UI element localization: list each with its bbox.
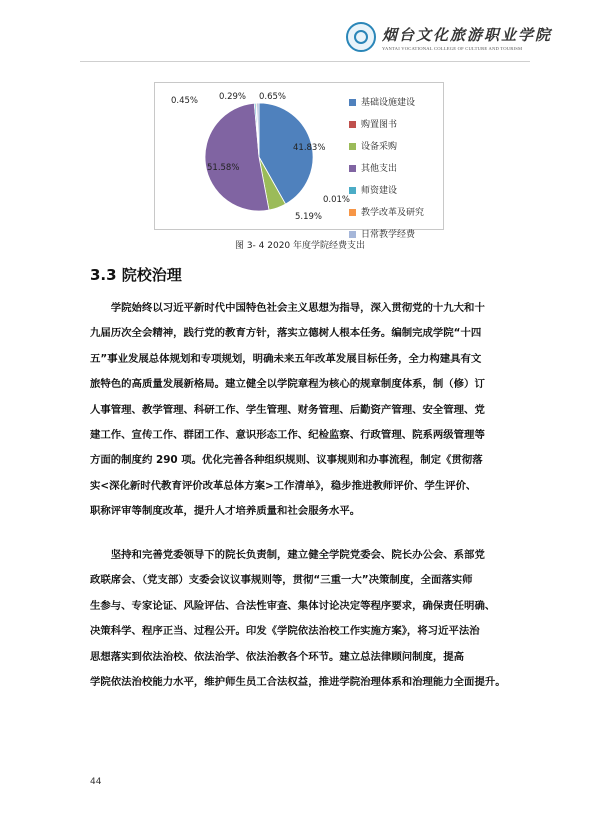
paragraph-line: 学院依法治校能力水平，维护师生员工合法权益，推进学院治理体系和治理能力全面提升。 [90, 676, 506, 688]
paragraph-line: 五”事业发展总体规划和专项规划，明确未来五年改革发展目标任务，全力构建具有文 [90, 352, 482, 365]
legend-swatch [349, 231, 356, 238]
college-logo [346, 22, 553, 58]
legend-label: 日常教学经费 [361, 230, 416, 240]
pie-slice-label: 51.58% [207, 163, 240, 173]
college-name-cn: 烟台文化旅游职业学院 [382, 26, 553, 44]
legend-swatch [349, 143, 356, 150]
paragraph-line: 建工作、宣传工作、群团工作、意识形态工作、纪检监察、行政管理、院系两级管理等 [90, 429, 485, 441]
college-emblem-icon [346, 22, 376, 52]
legend-label: 其他支出 [361, 164, 398, 174]
college-name-en: YANTAI VOCATIONAL COLLEGE OF CULTURE AND TOURISM [382, 46, 523, 51]
paragraph-line: 政联席会、（党支部）支委会议议事规则等，贯彻“三重一大”决策制度，全面落实师 [90, 574, 473, 587]
pie-slice-label: 0.45% [171, 96, 199, 106]
paragraph-line: 生参与、专家论证、风险评估、合法性审查、集体讨论决定等程序要求，确保责任明确、 [90, 599, 496, 612]
paragraph-line: 决策科学、程序正当、过程公开。印发《学院依法治校工作实施方案》，将习近平法治 [90, 625, 480, 638]
figure-caption: 图 3- 4 2020 年度学院经费支出 [234, 241, 366, 251]
paragraph-line: 职称评审等制度改革，提升人才培养质量和社会服务水平。 [90, 505, 361, 518]
paragraph-line: 实<深化新时代教育评价改革总体方案>工作清单》，稳步推进教师评价、学生评价、 [90, 479, 477, 492]
page-header [0, 0, 600, 62]
legend-swatch [349, 209, 356, 216]
pie-slice-label: 0.29% [219, 92, 247, 102]
legend-swatch [349, 187, 356, 194]
paragraph-line: 学院始终以习近平新时代中国特色社会主义思想为指导，深入贯彻党的十九大和十 [90, 302, 485, 314]
paragraph-line: 坚持和完善党委领导下的院长负责制，建立健全学院党委会、院长办公会、系部党 [90, 549, 485, 561]
legend-label: 教学改革及研究 [361, 208, 425, 218]
legend-label: 设备采购 [361, 142, 398, 152]
pie-slice-label: 0.01% [323, 195, 351, 205]
paragraph-line: 思想落实到依法治校、依法治学、依法治教各个环节。建立总法律顾问制度，提高 [90, 650, 465, 663]
pie-slice-label: 41.83% [293, 143, 326, 153]
paragraph-line: 旅特色的高质量发展新格局。建立健全以学院章程为核心的规章制度体系，制（修）订 [90, 378, 485, 391]
pie-chart [154, 82, 444, 240]
paragraph-line: 人事管理、教学管理、科研工作、学生管理、财务管理、后勤资产管理、安全管理、党 [90, 403, 485, 416]
header-divider [80, 61, 530, 62]
legend-label: 基础设施建设 [361, 98, 416, 108]
page-number: 44 [90, 777, 102, 787]
legend-label: 购置图书 [361, 120, 398, 130]
legend-swatch [349, 121, 356, 128]
section-title: 3.3 院校治理 [90, 266, 182, 284]
paragraph-line: 九届历次全会精神，践行党的教育方针，落实立德树人根本任务。编制完成学院“十四 [90, 327, 482, 340]
pie-slice-label: 5.19% [295, 212, 323, 222]
legend-label: 师资建设 [361, 186, 398, 196]
paragraph-line: 方面的制度约 290 项。优化完善各种组织规则、议事规则和办事流程，制定《贯彻落 [90, 454, 483, 467]
legend-swatch [349, 165, 356, 172]
legend-swatch [349, 99, 356, 106]
pie-slice-label: 0.65% [259, 92, 287, 102]
